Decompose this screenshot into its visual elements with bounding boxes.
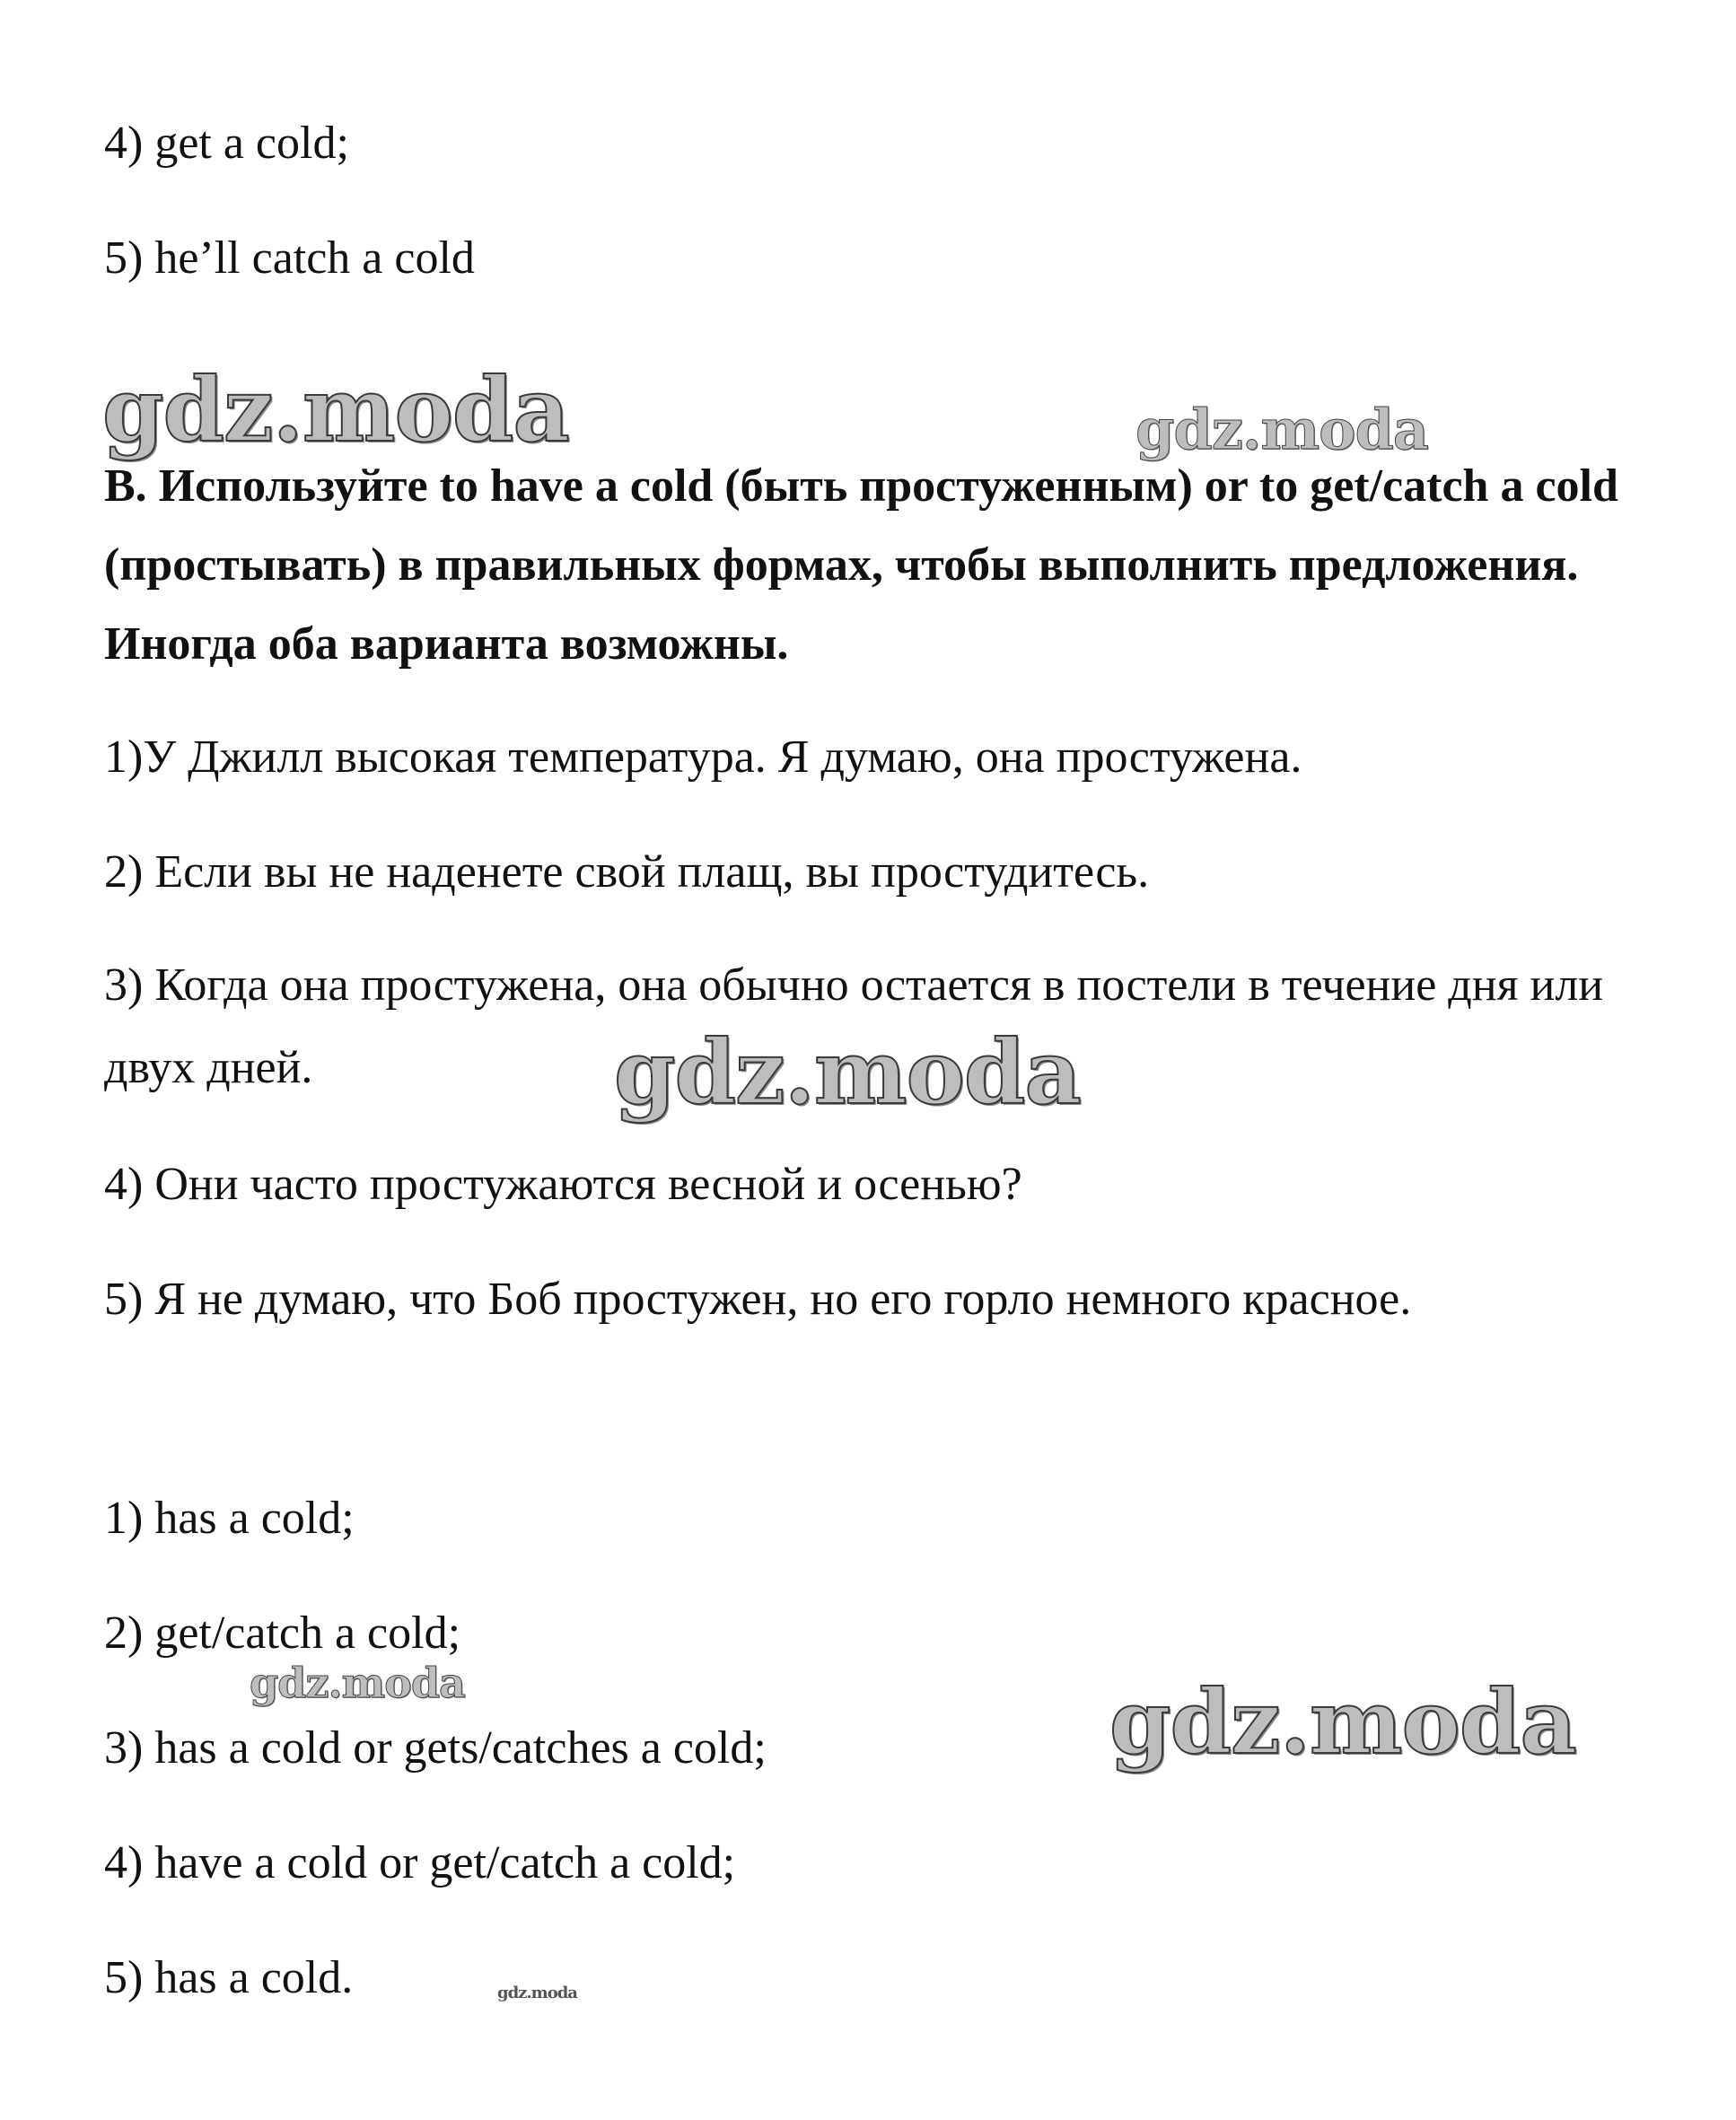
part-a-answer-5: 5) he’ll catch a cold [104, 232, 475, 284]
translation-2: 2) Если вы не наденете свой плащ, вы простудитесь. [104, 846, 1150, 898]
answer-2: 2) get/catch a cold; [104, 1608, 461, 1659]
watermark: gdz.moda [102, 359, 569, 462]
watermark: gdz.moda [1109, 1671, 1576, 1774]
translation-3: 3) Когда она простужена, она обычно остается в постели в течение дня или двух дней. [104, 959, 1604, 1093]
translation-5: 5) Я не думаю, что Боб простужен, но его горло немного красное. [104, 1274, 1412, 1325]
translation-1: 1)У Джилл высокая температура. Я думаю, она простужена. [104, 731, 1302, 783]
watermark: gdz.moda [614, 1021, 1081, 1125]
watermark: gdz.moda [250, 1659, 465, 1707]
watermark: gdz.moda [497, 1984, 577, 2002]
answer-1: 1) has a cold; [104, 1493, 355, 1544]
answer-4: 4) have a cold or get/catch a cold; [104, 1837, 736, 1888]
section-b-heading: B. Используйте to have a cold (быть простуженным) or to get/catch a cold (простывать) в правильных формах, чтобы выполнить предложения. Иногда оба варианта возможны. [104, 460, 1618, 670]
answer-5: 5) has a cold. [104, 1952, 354, 2003]
translation-4: 4) Они часто простужаются весной и осенью? [104, 1159, 1022, 1210]
part-a-answer-4: 4) get a cold; [104, 118, 349, 169]
watermark: gdz.moda [1135, 397, 1428, 462]
answer-3: 3) has a cold or gets/catches a cold; [104, 1722, 767, 1774]
